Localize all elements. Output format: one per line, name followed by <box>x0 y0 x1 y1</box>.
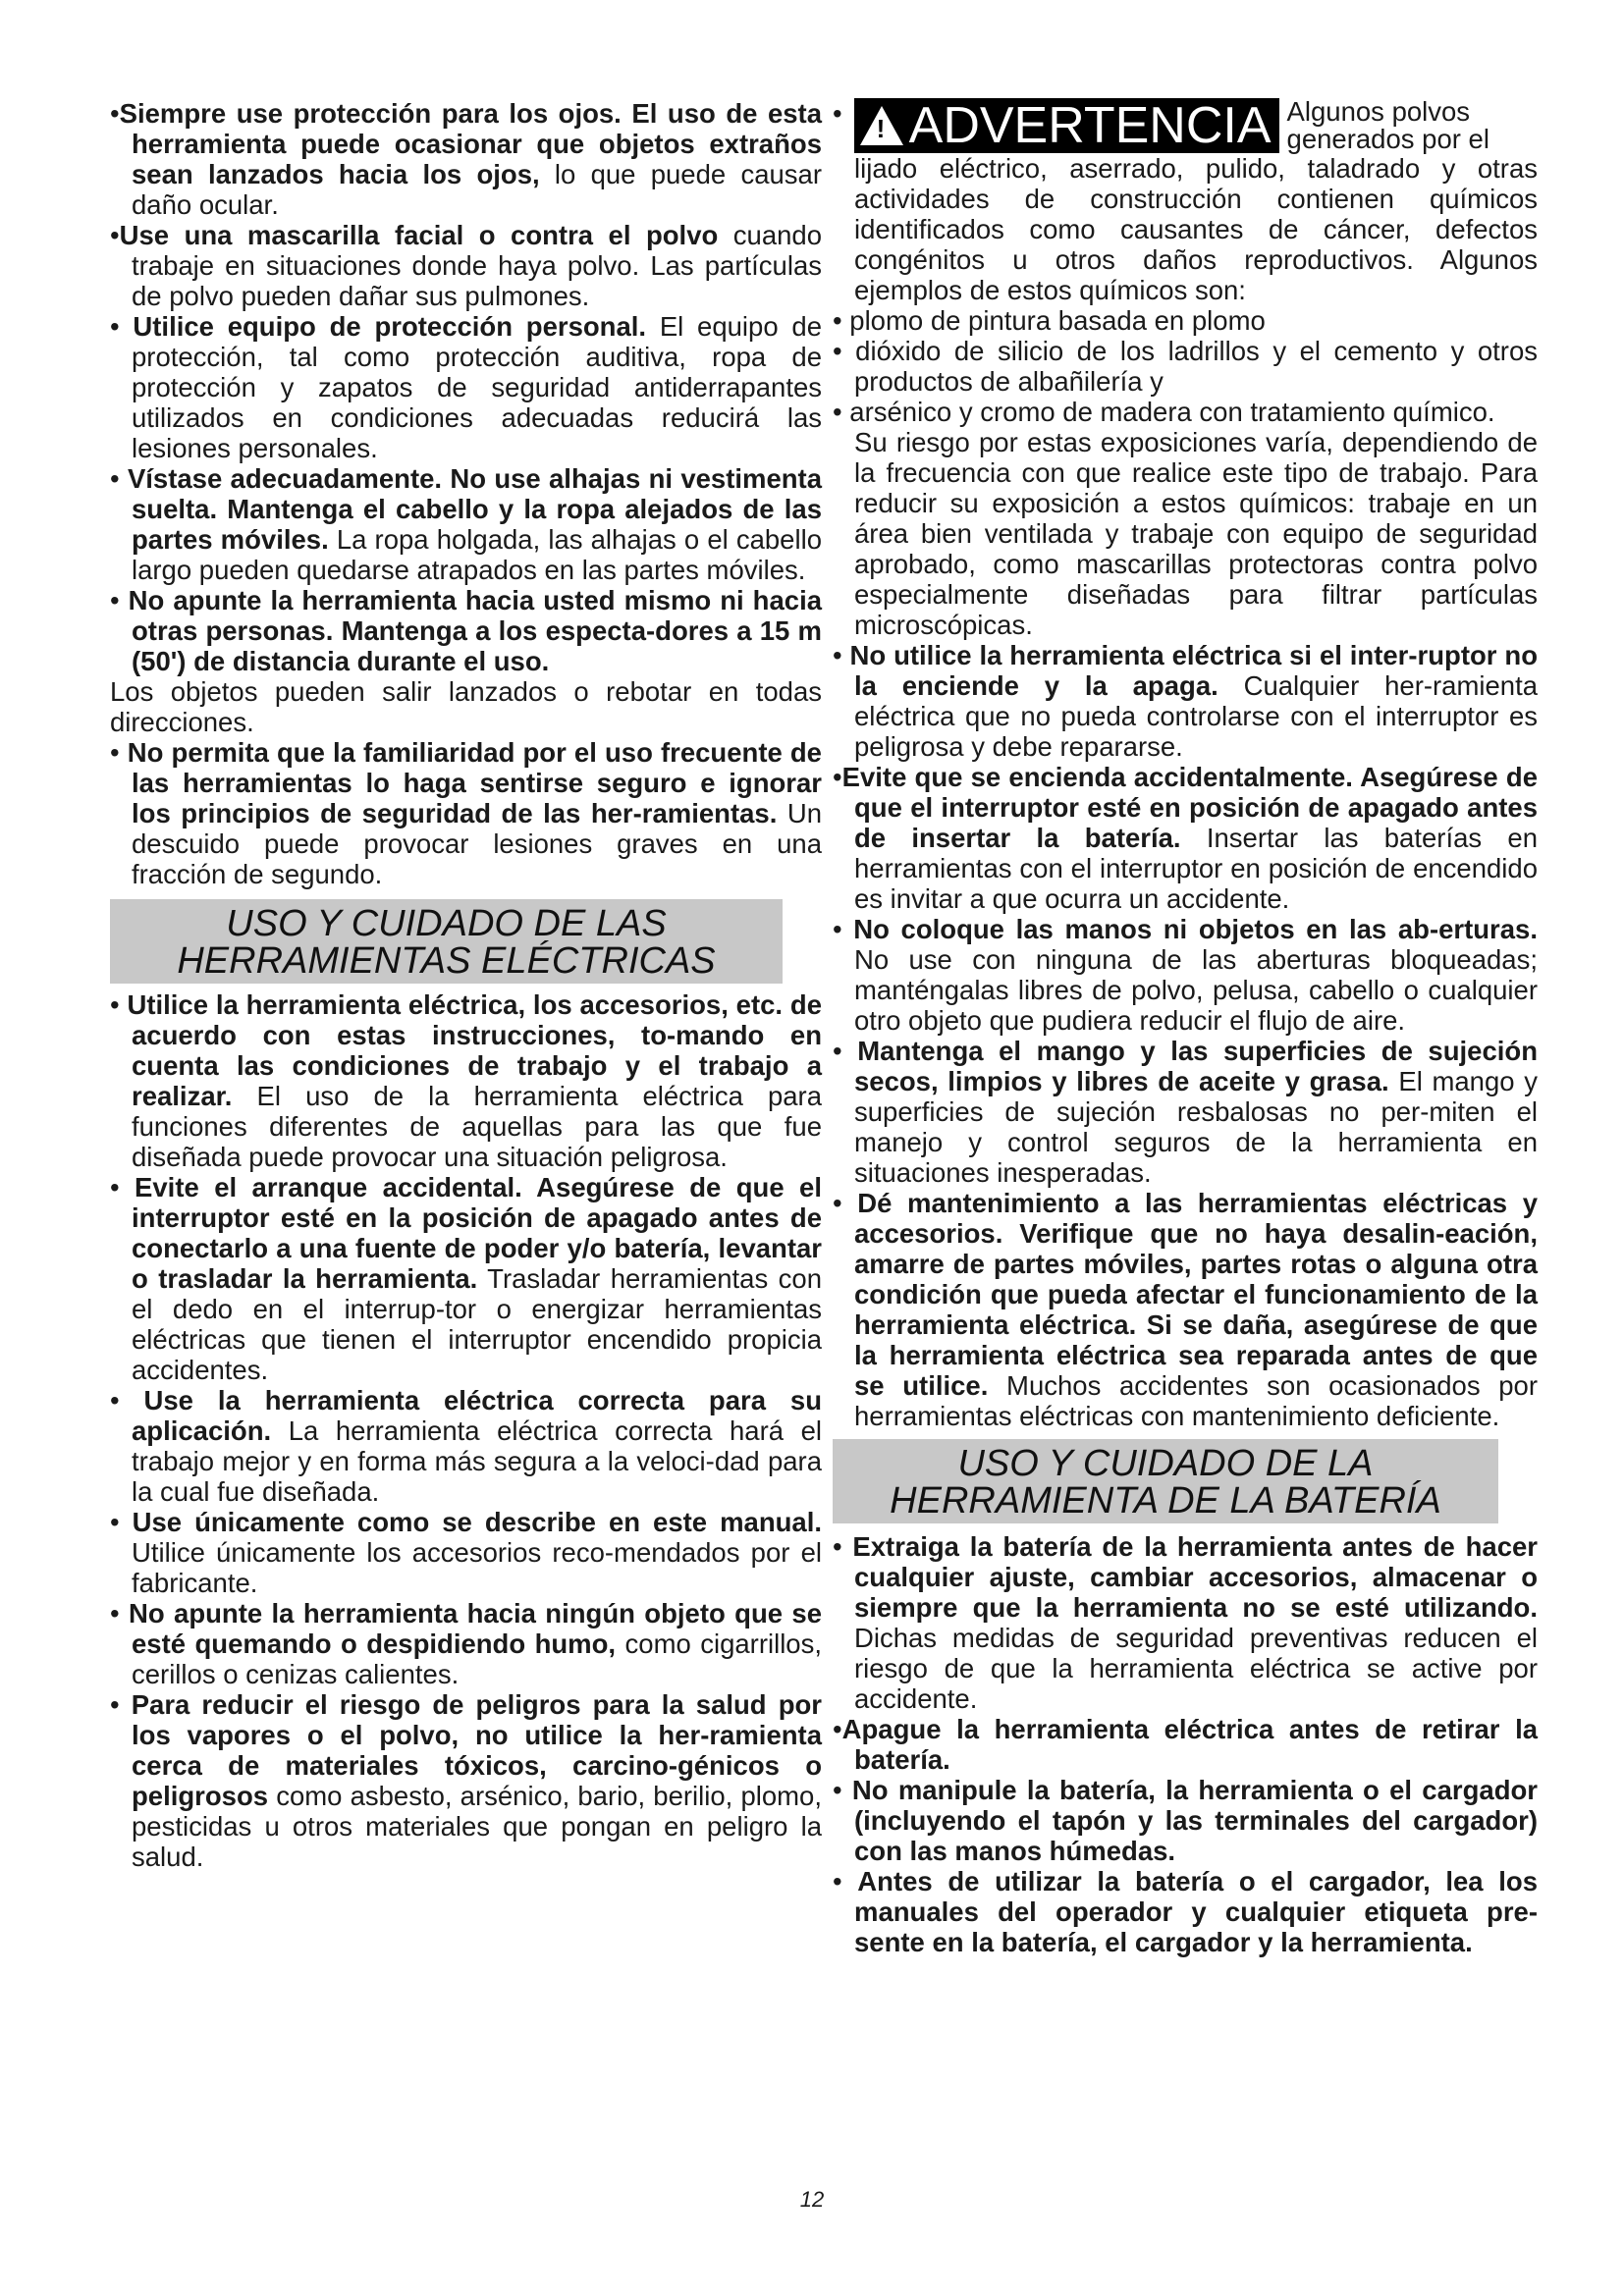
bullet-remove-battery: • Extraiga la batería de la herramienta antes de hacer cualquier ajuste, cambiar accesorios, almacenar o siempre que la herramienta no se esté utilizando. Dichas medidas de seguridad preventivas reducen el riesgo de que la herramienta eléctrica se active por accidente. <box>833 1531 1538 1714</box>
bullet-use-as-described: • Use únicamente como se describe en este manual. Utilice únicamente los accesorios reco-mendados por el fabricante. <box>110 1507 822 1598</box>
section-header-battery <box>833 1439 1498 1523</box>
bullet-wet-hands: • No manipule la batería, la herramienta o el cargador (incluyendo el tapón y las terminales del cargador) con las manos húmedas. <box>833 1775 1538 1866</box>
bullet-use-instructions: • Utilice la herramienta eléctrica, los accesorios, etc. de acuerdo con estas instrucciones, to-mando en cuenta las condiciones de trabajo y el trabajo a realizar. El uso de la herramienta eléctrica para funciones diferentes de aquellas para las que fue diseñada puede provocar una situación peligrosa. <box>110 989 822 1172</box>
bullet-switch: • No utilice la herramienta eléctrica si el inter-ruptor no la enciende y la apaga. Cualquier her-ramienta eléctrica que no pueda controlarse con el interruptor es peligrosa y debe repararse. <box>833 640 1538 762</box>
bullet-maintenance: • Dé mantenimiento a las herramientas eléctricas y accesorios. Verifique que no haya desalin-eación, amarre de partes móviles, partes rotas o alguna otra condición que pueda afectar el funcionamiento de la herramienta eléctrica. Si se daña, asegúrese de que la herramienta eléctrica sea reparada antes de que se utilice. Muchos accidentes son ocasionados por herramientas eléctricas con mantenimiento deficiente. <box>833 1188 1538 1431</box>
bullet-point-tool-text: Los objetos pueden salir lanzados o rebotar en todas direcciones. <box>110 676 822 737</box>
warning-triangle-icon: ! <box>860 106 903 145</box>
bullet-correct-tool: • Use la herramienta eléctrica correcta para su aplicación. La herramienta eléctrica correcta hará el trabajo mejor y en forma más segura a la veloci-dad para la cual fue diseñada. <box>110 1385 822 1507</box>
section-header-line: USO Y CUIDADO DE LAS <box>226 903 667 944</box>
bullet-burning-objects: • No apunte la herramienta hacia ningún objeto que se esté quemando o despidiendo humo, como cigarrillos, cerillos o cenizas calientes. <box>110 1598 822 1689</box>
chem-item: • plomo de pintura basada en plomo <box>833 305 1266 336</box>
warning-side-text: Algunos polvos generados por el <box>1286 96 1489 154</box>
risk-text: Su riesgo por estas exposiciones varía, dependiendo de la frecuencia con que realice este tipo de trabajo. Para reducir su exposición a estos químicos: trabaje en un área bien ventilada y trabaje con equipo de seguridad aprobado, como mascarillas protectoras contra polvo especialmente diseñadas para filtrar partículas microscópicas. <box>854 427 1538 640</box>
warning-banner <box>854 98 1279 153</box>
bullet-familiarity: • No permita que la familiaridad por el uso frecuente de las herramientas lo haga sentirse seguro e ignorar los principios de seguridad de las her-ramientas. Un descuido puede provocar lesiones graves en una fracción de segundo. <box>110 737 822 889</box>
section-header-line: USO Y CUIDADO DE LA <box>957 1443 1374 1484</box>
bullet-handles: • Mantenga el mango y las superficies de sujeción secos, limpios y libres de aceite y grasa. El mango y superficies de sujeción resbalosas no per-miten el manejo y control seguros de la herramienta en situaciones inesperadas. <box>833 1036 1538 1188</box>
bullet-accidental-start: • Evite el arranque accidental. Asegúrese de que el interruptor esté en la posición de apagado antes de conectarlo a una fuente de poder y/o batería, levantar o trasladar la herramienta. Trasladar herramientas con el dedo en el interrup-tor o energizar herramientas eléctricas que tienen el interruptor encendido propicia accidentes. <box>110 1172 822 1385</box>
bullet-dress: • Vístase adecuadamente. No use alhajas ni vestimenta suelta. Mantenga el cabello y la ropa alejados de las partes móviles. La ropa holgada, las alhajas o el cabello largo pueden quedarse atrapados en las partes móviles. <box>110 463 822 585</box>
left-column <box>110 98 822 1872</box>
chem-item: • dióxido de silicio de los ladrillos y el cemento y otros productos de albañilería y <box>833 336 1538 397</box>
bullet-openings: • No coloque las manos ni objetos en las ab-erturas. No use con ninguna de las aberturas bloqueadas; manténgalas libres de polvo, pelusa, cabello o cualquier otro objeto que pudiera reducir el flujo de aire. <box>833 914 1538 1036</box>
warning-row: • ! ADVERTENCIA Algunos polvos generados por el <box>833 98 1538 153</box>
right-column <box>833 98 1538 1957</box>
page-number: 12 <box>799 2187 825 2212</box>
chem-item: • arsénico y cromo de madera con tratamiento químico. <box>833 397 1495 427</box>
bullet-switch-off: •Apague la herramienta eléctrica antes de retirar la batería. <box>833 1714 1538 1775</box>
bullet-read-manuals: • Antes de utilizar la batería o el cargador, lea los manuales del operador y cualquier etiqueta pre-sente en la batería, el cargador y la herramienta. <box>833 1866 1538 1957</box>
bullet-dust-mask: •Use una mascarilla facial o contra el polvo cuando trabaje en situaciones donde haya polvo. Las partículas de polvo pueden dañar sus pulmones. <box>110 220 822 311</box>
section-header-power-tools <box>110 899 783 984</box>
warning-label: ADVERTENCIA <box>908 97 1272 154</box>
bullet-point-tool: • No apunte la herramienta hacia usted mismo ni hacia otras personas. Mantenga a los especta-dores a 15 m (50') de distancia durante el uso. <box>110 585 822 676</box>
bullet-ppe: • Utilice equipo de protección personal. El equipo de protección, tal como protección auditiva, ropa de protección y zapatos de seguridad antiderrapantes utilizados en condiciones adecuadas reducirá las lesiones personales. <box>110 311 822 463</box>
warning-text: lijado eléctrico, aserrado, pulido, taladrado y otras actividades de construcción contienen químicos identificados como causantes de cáncer, defectos congénitos u otros daños reproductivos. Algunos ejemplos de estos químicos son: <box>854 153 1538 305</box>
bullet-accidental-on: •Evite que se encienda accidentalmente. Asegúrese de que el interruptor esté en posición de apagado antes de insertar la batería. Insertar las baterías en herramientas con el interruptor en posición de encendido es invitar a que ocurra un accidente. <box>833 762 1538 914</box>
bullet-toxic-materials: • Para reducir el riesgo de peligros para la salud por los vapores o el polvo, no utilice la her-ramienta cerca de materiales tóxicos, carcino-génicos o peligrosos como asbesto, arsénico, bario, berilio, plomo, pesticidas u otros materiales que pongan en peligro la salud. <box>110 1689 822 1872</box>
section-header-line: HERRAMIENTAS ELÉCTRICAS <box>177 940 716 982</box>
section-header-line: HERRAMIENTA DE LA BATERÍA <box>890 1480 1441 1522</box>
bullet-eye-protection: •Siempre use protección para los ojos. El uso de esta herramienta puede ocasionar que objetos extraños sean lanzados hacia los ojos, lo que puede causar daño ocular. <box>110 98 822 220</box>
